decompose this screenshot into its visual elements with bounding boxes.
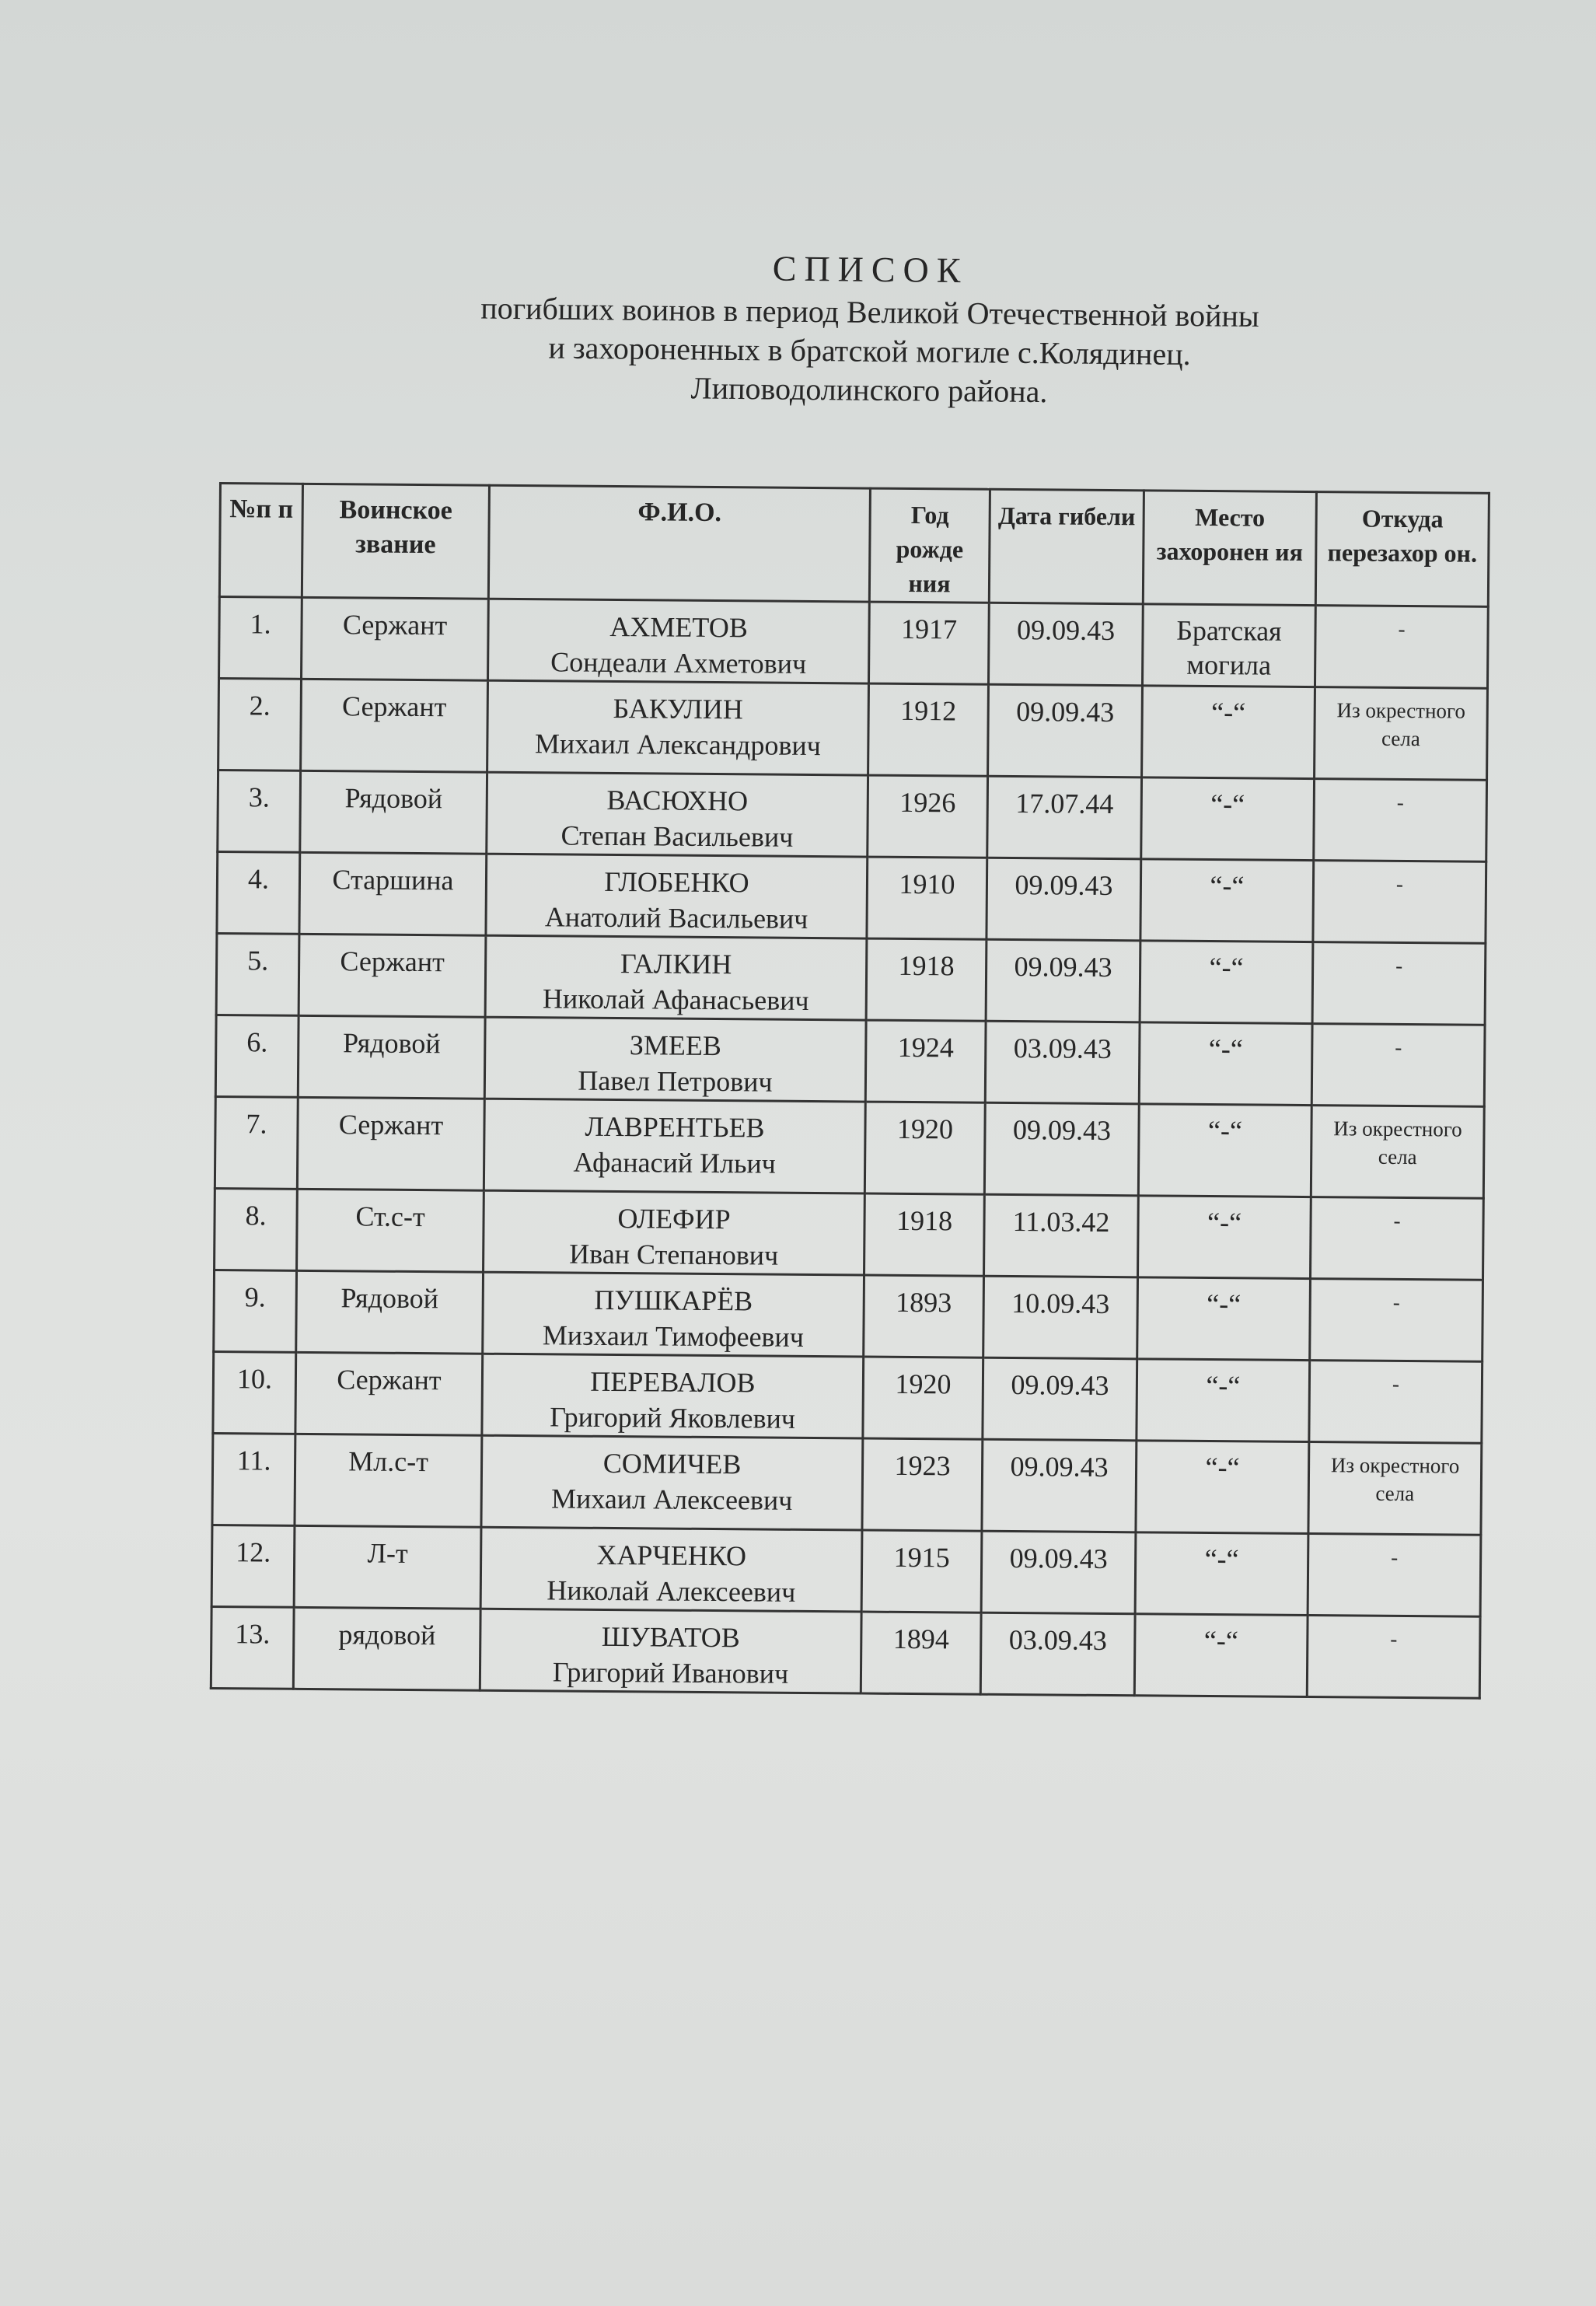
birth-year: 1924 [865,1020,986,1102]
header-num: №п п [219,484,302,598]
table-header-row [219,484,1489,607]
table-row [218,679,1488,781]
table-row [218,770,1487,862]
row-number: 8. [215,1188,298,1270]
table-row [213,1351,1482,1443]
birth-year: 1918 [864,1193,985,1276]
full-name [480,1609,861,1693]
birth-year: 1915 [861,1530,982,1612]
row-number: 2. [218,679,302,771]
surname: ХАРЧЕНКО [596,1539,747,1572]
surname: БАКУЛИН [613,692,744,725]
subtitle-line-1: погибших воинов в период Великой Отечественной войны [480,290,1260,334]
surname: ГЛОБЕНКО [604,865,749,899]
soldiers-table [210,482,1490,1700]
origin: - [1310,1279,1483,1362]
given-names: Николай Афанасьевич [542,983,809,1016]
given-names: Степан Васильевич [561,819,794,853]
surname: ВАСЮХНО [606,784,749,817]
full-name [488,599,870,683]
table-row [211,1525,1481,1616]
document-title: СПИСОК [772,248,969,291]
surname: ПУШКАРЁВ [594,1284,753,1317]
burial-place: “-“ [1142,686,1315,779]
military-rank: Старшина [299,852,487,935]
military-rank: Сержант [302,597,489,680]
table-row [217,851,1486,943]
surname: ГАЛКИН [620,948,732,980]
given-names: Григорий Яковлевич [550,1401,796,1434]
table-row [216,933,1486,1025]
death-date: 09.09.43 [988,603,1143,686]
birth-year: 1893 [864,1275,984,1357]
table-row [211,1606,1480,1698]
military-rank: Л-т [294,1525,481,1609]
death-date: 09.09.43 [986,939,1140,1022]
table-row [212,1433,1482,1535]
birth-year: 1923 [862,1438,983,1531]
military-rank: Сержант [301,679,488,772]
table-row [219,597,1489,689]
row-number: 9. [214,1270,297,1352]
full-name [483,1272,864,1357]
full-name [487,772,868,857]
full-name [481,1435,863,1530]
military-rank: Рядовой [296,1270,484,1354]
surname: ЗМЕЕВ [629,1029,721,1062]
military-rank: Сержант [297,1097,484,1190]
subtitle-line-3: Липоводолинского района. [690,370,1048,410]
full-name [486,854,868,938]
death-date: 09.09.43 [983,1357,1137,1441]
table-row [215,1096,1484,1198]
table-row [215,1188,1484,1280]
military-rank: Сержант [295,1352,483,1435]
given-names: Сондеали Ахметович [550,646,807,680]
surname: АХМЕТОВ [609,610,748,644]
row-number: 12. [211,1525,295,1607]
full-name [482,1354,864,1438]
origin: - [1313,861,1486,944]
header-origin: Откуда перезахор он. [1315,492,1489,607]
given-names: Иван Степанович [569,1238,779,1271]
full-name [480,1527,862,1612]
burial-place: “-“ [1141,777,1315,861]
military-rank: Рядовой [300,770,487,854]
full-name [487,680,869,775]
military-rank: рядовой [293,1607,480,1690]
full-name [484,1099,865,1193]
row-number: 5. [216,933,299,1015]
surname: ПЕРЕВАЛОВ [590,1365,756,1399]
birth-year: 1894 [861,1612,981,1694]
surname: СОМИЧЕВ [602,1447,742,1480]
death-date: 09.09.43 [984,1102,1139,1196]
burial-place: “-“ [1135,1532,1308,1616]
given-names: Мизхаил Тимофеевич [542,1319,805,1353]
header-burial-place: Место захоронен ия [1143,491,1316,606]
birth-year: 1912 [868,683,989,776]
header-name: Ф.И.О. [488,485,870,602]
birth-year: 1918 [866,938,987,1021]
death-date: 17.07.44 [987,776,1142,859]
surname: ОЛЕФИР [617,1203,731,1235]
given-names: Михаил Александрович [534,728,821,762]
birth-year: 1920 [864,1102,985,1194]
given-names: Григорий Иванович [552,1656,789,1689]
birth-year: 1920 [863,1357,983,1439]
origin: - [1307,1616,1480,1699]
death-date: 09.09.43 [981,1531,1136,1614]
origin: - [1311,1024,1485,1107]
burial-place: “-“ [1138,1196,1311,1279]
burial-place: “-“ [1138,1104,1311,1197]
row-number: 6. [215,1015,299,1097]
row-number: 1. [219,597,302,680]
burial-place: Братская могила [1142,604,1315,687]
given-names: Николай Алексеевич [547,1574,796,1608]
given-names: Павел Петрович [578,1064,773,1098]
origin: - [1309,1361,1482,1444]
origin: Из окрестного села [1315,687,1488,781]
given-names: Михаил Алексеевич [550,1483,793,1516]
birth-year: 1926 [868,775,988,858]
table-row [215,1015,1485,1106]
burial-place: “-“ [1137,1359,1310,1442]
death-date: 09.09.43 [982,1439,1137,1532]
row-number: 10. [213,1351,296,1434]
death-date: 03.09.43 [980,1612,1135,1696]
row-number: 7. [215,1096,298,1189]
death-date: 11.03.42 [984,1194,1139,1277]
military-rank: Сержант [299,934,486,1017]
given-names: Афанасий Ильич [573,1146,777,1179]
death-date: 03.09.43 [985,1021,1140,1104]
full-name [485,935,867,1020]
row-number: 11. [212,1433,295,1525]
burial-place: “-“ [1140,859,1314,942]
subtitle-line-2: и захороненных в братской могиле с.Колядинец. [548,330,1191,372]
row-number: 4. [217,851,300,934]
given-names: Анатолий Васильевич [544,901,808,935]
burial-place: “-“ [1140,941,1313,1024]
death-date: 10.09.43 [983,1276,1138,1359]
birth-year: 1910 [867,857,987,939]
military-rank: Рядовой [298,1015,485,1099]
burial-place: “-“ [1134,1614,1308,1697]
death-date: 09.09.43 [988,684,1143,777]
full-name [484,1190,865,1275]
full-name [484,1017,866,1102]
burial-place: “-“ [1136,1441,1309,1534]
burial-place: “-“ [1139,1022,1312,1106]
origin: - [1314,779,1487,862]
document-header [364,241,1376,415]
birth-year: 1917 [868,602,989,684]
row-number: 13. [211,1606,294,1689]
death-date: 09.09.43 [987,858,1141,941]
row-number: 3. [218,770,301,853]
origin: - [1315,606,1488,689]
surname: ШУВАТОВ [601,1620,740,1654]
surname: ЛАВРЕНТЬЕВ [585,1110,765,1144]
header-death-date: Дата гибели [989,489,1144,604]
origin: - [1310,1197,1483,1281]
origin: - [1312,942,1486,1025]
burial-place: “-“ [1137,1277,1311,1361]
origin: - [1308,1534,1481,1617]
military-rank: Ст.с-т [297,1189,484,1272]
header-rank: Воинское звание [302,484,489,599]
table-row [214,1270,1483,1361]
origin: Из окрестного села [1311,1106,1484,1199]
header-birth-year: Год рожде ния [869,488,990,603]
origin: Из окрестного села [1308,1442,1482,1536]
military-rank: Мл.с-т [295,1434,482,1527]
